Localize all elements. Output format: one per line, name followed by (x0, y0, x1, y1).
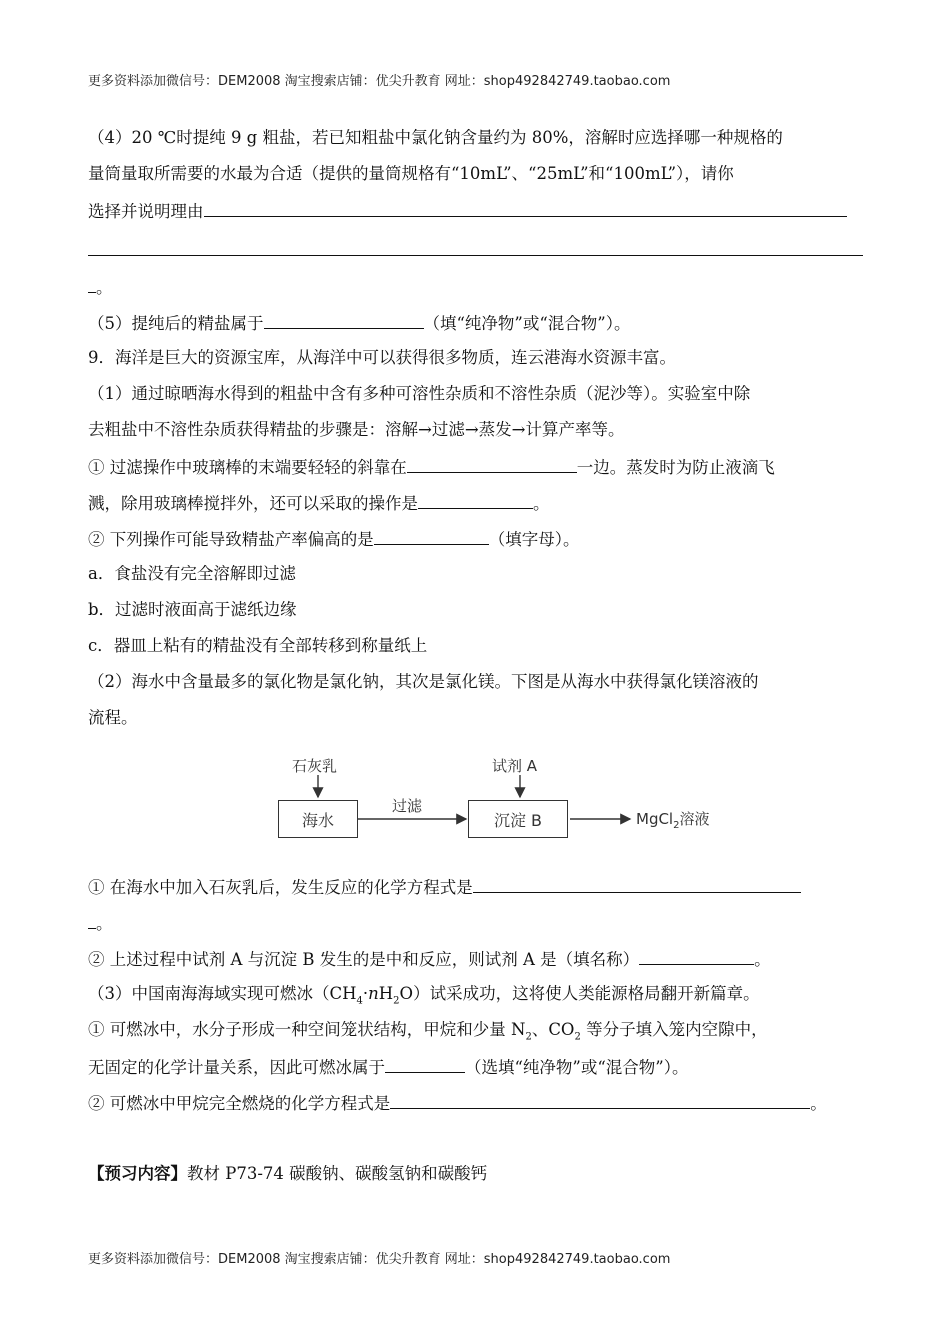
preview-text: 教材 P73-74 碳酸钠、碳酸氢钠和碳酸钙 (187, 1164, 488, 1183)
q9-s2-blank[interactable] (374, 526, 489, 545)
q9-s1-blank2[interactable] (418, 490, 533, 509)
box-precipitate-b: 沉淀 B (468, 800, 568, 838)
product-subscript: 2 (673, 820, 680, 831)
q9-u1-blank[interactable] (385, 1054, 465, 1073)
preview-label: 【预习内容】 (88, 1164, 187, 1183)
q9-p3-n: n (368, 984, 379, 1003)
q9-u1-text-e: （选填“纯净物”或“混合物”）。 (465, 1058, 689, 1077)
label-lime-milk: 石灰乳 (292, 757, 338, 775)
q9-u1-text-c: 等分子填入笼内空隙中， (580, 1020, 768, 1039)
q9-p3-text-d: O）试采成功，这将使人类能源格局翻开新篇章。 (399, 984, 760, 1003)
product-formula: MgCl (636, 810, 674, 828)
q9-t1-line (88, 874, 801, 900)
label-filter: 过滤 (392, 797, 423, 815)
q9-t2-blank[interactable] (639, 946, 754, 965)
q4-line5-text: 。 (96, 278, 113, 297)
q9-t1-blank[interactable] (473, 874, 801, 893)
q4-answer-blank[interactable] (204, 198, 847, 217)
box-seawater: 海水 (278, 800, 358, 838)
q4-answer-blank-end[interactable] (88, 274, 96, 293)
q9-s1-blank1[interactable] (407, 454, 577, 473)
product-tail: 溶液 (679, 810, 710, 828)
q9-u2-text-a: ② 可燃冰中甲烷完全燃烧的化学方程式是 (88, 1094, 391, 1113)
q9-t2-line (88, 946, 771, 972)
q9-t1-blank-end[interactable] (88, 910, 96, 929)
q9-s1-text-b: 一边。蒸发时为防止液滴飞 (576, 458, 775, 477)
q4-answer-line2[interactable] (88, 255, 863, 256)
page-header: 更多资料添加微信号：DEM2008 淘宝搜索店铺：优尖升教育 网址：shop492842749.taobao.com (88, 74, 671, 89)
q9-p2-line2: 流程。 (88, 708, 138, 727)
q9-p3-sub: 4 (356, 995, 363, 1007)
q9-u2-text-b: 。 (810, 1094, 827, 1113)
q5-text-b: （填“纯净物”或“混合物”）。 (423, 314, 631, 333)
q9-option-a: a．食盐没有完全溶解即过滤 (88, 564, 296, 583)
q9-u1-line2 (88, 1054, 689, 1080)
q9-u1-text-b: 、CO (531, 1020, 575, 1039)
q5-text-a: （5）提纯后的精盐属于 (88, 314, 264, 333)
q9-u1-sub2: 2 (574, 1031, 581, 1043)
q9-option-b: b．过滤时液面高于滤纸边缘 (88, 600, 297, 619)
q9-u1-text-d: 无固定的化学计量关系，因此可燃冰属于 (88, 1058, 385, 1077)
q4-line5 (88, 274, 113, 300)
q9-s2-text-b: （填字母）。 (488, 530, 580, 549)
q4-line3-text: 选择并说明理由 (88, 202, 204, 221)
q5-line (88, 310, 631, 336)
q9-p3-text-a: （3）中国南海海域实现可燃冰（CH (88, 984, 357, 1003)
q9-u1-sub1: 2 (525, 1031, 532, 1043)
q9-t1-text-b: 。 (96, 914, 113, 933)
q9-t2-text-b: 。 (754, 950, 771, 969)
label-mgcl2-solution (636, 808, 710, 831)
q9-u1-text-a: ① 可燃冰中，水分子形成一种空间笼状结构，甲烷和少量 N (88, 1020, 526, 1039)
q9-u2-line (88, 1090, 827, 1116)
q9-intro: 9．海洋是巨大的资源宝库，从海洋中可以获得很多物质，连云港海水资源丰富。 (88, 348, 676, 367)
page-footer: 更多资料添加微信号：DEM2008 淘宝搜索店铺：优尖升教育 网址：shop492842749.taobao.com (88, 1252, 671, 1267)
q9-p3-h: H (378, 984, 394, 1003)
q9-s1-text-a: ① 过滤操作中玻璃棒的末端要轻轻的斜靠在 (88, 458, 407, 477)
q9-p3-line (88, 982, 760, 1013)
q9-t1-line2 (88, 910, 113, 936)
q9-option-c: c．器皿上粘有的精盐没有全部转移到称量纸上 (88, 636, 428, 655)
q9-s1-line1 (88, 454, 775, 480)
q9-p1-line2: 去粗盐中不溶性杂质获得精盐的步骤是：溶解→过滤→蒸发→计算产率等。 (88, 420, 625, 439)
q4-line3 (88, 198, 847, 224)
q9-p3-sub2: 2 (393, 995, 400, 1007)
q9-t1-text-a: ① 在海水中加入石灰乳后，发生反应的化学方程式是 (88, 878, 473, 897)
q9-s2-line (88, 526, 580, 552)
q9-p1-line1: （1）通过晾晒海水得到的粗盐中含有多种可溶性杂质和不溶性杂质（泥沙等）。实验室中除 (88, 384, 751, 403)
q4-line1: （4）20 ℃时提纯 9 g 粗盐，若已知粗盐中氯化钠含量约为 80%，溶解时应选择哪一种规格的 (88, 128, 783, 147)
q9-p3-dot: · (362, 984, 369, 1003)
flow-diagram (270, 755, 750, 845)
q9-u1-line1 (88, 1018, 768, 1049)
q9-s1-text-c: 溅，除用玻璃棒搅拌外，还可以采取的操作是 (88, 494, 418, 513)
q4-line2: 量筒量取所需要的水最为合适（提供的量筒规格有“10mL”、“25mL”和“100mL”），请你 (88, 164, 734, 183)
q9-u2-blank[interactable] (390, 1090, 810, 1109)
q9-s1-text-d: 。 (533, 494, 550, 513)
q9-t2-text-a: ② 上述过程中试剂 A 与沉淀 B 发生的是中和反应，则试剂 A 是（填名称） (88, 950, 640, 969)
q9-s1-line2 (88, 490, 550, 516)
preview-line (88, 1162, 487, 1186)
q9-s2-text-a: ② 下列操作可能导致精盐产率偏高的是 (88, 530, 374, 549)
q9-p2-line1: （2）海水中含量最多的氯化物是氯化钠，其次是氯化镁。下图是从海水中获得氯化镁溶液的 (88, 672, 759, 691)
label-reagent-a: 试剂 A (492, 757, 538, 775)
q5-answer-blank[interactable] (264, 310, 424, 329)
